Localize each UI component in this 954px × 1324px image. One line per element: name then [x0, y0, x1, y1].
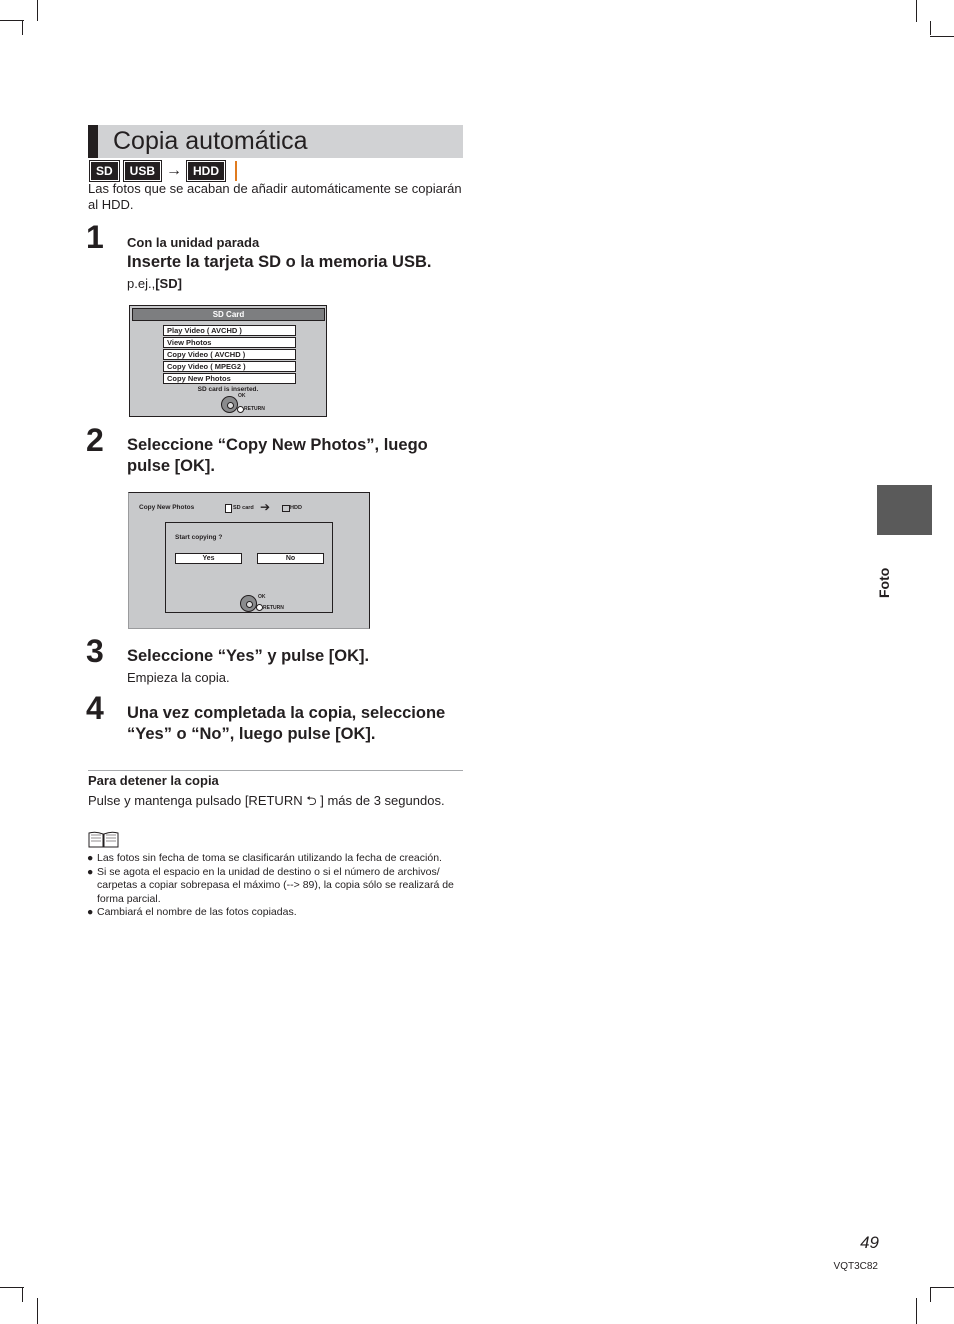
step-3-number: 3: [86, 633, 104, 669]
crop-mark: [0, 20, 24, 21]
sd-card-screen-header: SD Card: [132, 308, 325, 321]
crop-mark: [930, 21, 931, 35]
sd-card-screen: [129, 305, 327, 417]
note-item: [87, 866, 477, 907]
crop-mark: [930, 1287, 954, 1288]
example-prefix: p.ej.,: [127, 276, 156, 291]
step-1-title: Inserte la tarjeta SD o la memoria USB.: [127, 253, 432, 271]
return-icon: [256, 604, 263, 611]
copy-confirm-dialog: [165, 522, 333, 613]
step-1-condition: Con la unidad parada: [127, 235, 260, 250]
menu-item-view-photos[interactable]: View Photos: [163, 337, 296, 348]
note-text: Cambiará el nombre de las fotos copiadas.: [97, 906, 297, 918]
page-number: 49: [860, 1233, 879, 1252]
ok-navigation-icon: [240, 595, 257, 612]
bullet-icon: ●: [87, 852, 94, 864]
stop-copy-text-before: Pulse y mantenga pulsado [RETURN: [88, 793, 307, 808]
example-value: [SD]: [155, 276, 182, 291]
section-header: [88, 125, 463, 158]
intro-text: Las fotos que se acaban de añadir automáticamente se copiarán al HDD.: [88, 181, 462, 212]
arrow-right-icon: →: [166, 162, 183, 179]
return-icon: [237, 406, 244, 413]
step-4-title-line-1: Una vez completada la copia, seleccione: [127, 704, 446, 722]
menu-item-play-video-avchd[interactable]: Play Video ( AVCHD ): [163, 325, 296, 336]
stop-copy-text-after: ] más de 3 segundos.: [316, 793, 445, 808]
step-2-title-line-2: pulse [OK].: [127, 457, 216, 475]
crop-mark: [37, 1298, 38, 1324]
crop-mark: [0, 1287, 24, 1288]
ok-label: OK: [258, 594, 266, 600]
menu-item-copy-new-photos[interactable]: Copy New Photos: [163, 373, 296, 384]
sd-card-icon: [225, 504, 232, 513]
crop-mark: [22, 1288, 23, 1302]
note-text: Las fotos sin fecha de toma se clasificarán utilizando la fecha de creación.: [97, 852, 442, 864]
stop-copy-text: [88, 793, 445, 809]
step-2-number: 2: [86, 422, 104, 458]
crop-mark: [916, 0, 917, 22]
chapter-label: [871, 561, 899, 601]
notes-list: [87, 852, 477, 920]
media-badges: [91, 161, 237, 181]
source-label: SD card: [233, 505, 254, 511]
stop-copy-heading: Para detener la copia: [88, 773, 219, 788]
chapter-tab: [877, 485, 932, 535]
usb-badge: USB: [125, 162, 160, 180]
chapter-label-text: Foto: [876, 567, 892, 598]
return-label: RETURN: [244, 406, 265, 412]
crop-mark: [22, 21, 23, 35]
start-copying-prompt: Start copying ?: [175, 534, 223, 541]
step-1-example: [127, 276, 182, 292]
note-item: [87, 852, 477, 866]
menu-item-copy-video-mpeg2[interactable]: Copy Video ( MPEG2 ): [163, 361, 296, 372]
copy-screen-title: Copy New Photos: [139, 504, 195, 511]
return-label: RETURN: [263, 605, 284, 611]
no-button[interactable]: No: [257, 553, 324, 564]
crop-mark: [37, 0, 38, 21]
divider: [88, 770, 463, 771]
crop-mark: [916, 1298, 917, 1324]
note-text: Si se agota el espacio en la unidad de destino o si el número de archivos/ carpetas a copiar sobrepasa el máximo (--> 89), la copia sólo se realizará de forma parcial.: [97, 865, 454, 905]
copy-new-photos-screen: [128, 492, 370, 629]
note-item: [87, 906, 477, 920]
step-3-note: Empieza la copia.: [127, 670, 230, 685]
hdd-badge: HDD: [188, 162, 224, 180]
step-3-title: Seleccione “Yes” y pulse [OK].: [127, 647, 370, 665]
book-icon: [88, 831, 119, 848]
document-code: VQT3C82: [833, 1261, 878, 1272]
ok-label: OK: [238, 393, 246, 399]
badge-divider: [235, 161, 237, 181]
step-4-title-line-2: “Yes” o “No”, luego pulse [OK].: [127, 725, 376, 743]
ok-navigation-icon: [221, 396, 238, 413]
return-symbol-icon: ⮌: [306, 793, 317, 808]
sd-badge: SD: [91, 162, 118, 180]
crop-mark: [930, 1288, 931, 1302]
hdd-icon: [282, 505, 290, 512]
yes-button[interactable]: Yes: [175, 553, 242, 564]
bullet-icon: ●: [87, 865, 94, 878]
arrow-right-icon: ➔: [260, 500, 271, 514]
menu-item-copy-video-avchd[interactable]: Copy Video ( AVCHD ): [163, 349, 296, 360]
destination-label: HDD: [290, 505, 302, 511]
crop-mark: [930, 36, 954, 37]
step-2-title-line-1: Seleccione “Copy New Photos”, luego: [127, 436, 428, 454]
bullet-icon: ●: [87, 906, 94, 918]
sd-inserted-message: SD card is inserted.: [197, 386, 259, 393]
section-title: Copia automática: [113, 127, 308, 155]
step-1-number: 1: [86, 219, 104, 255]
step-4-number: 4: [86, 690, 104, 726]
section-header-mark: [88, 125, 98, 158]
